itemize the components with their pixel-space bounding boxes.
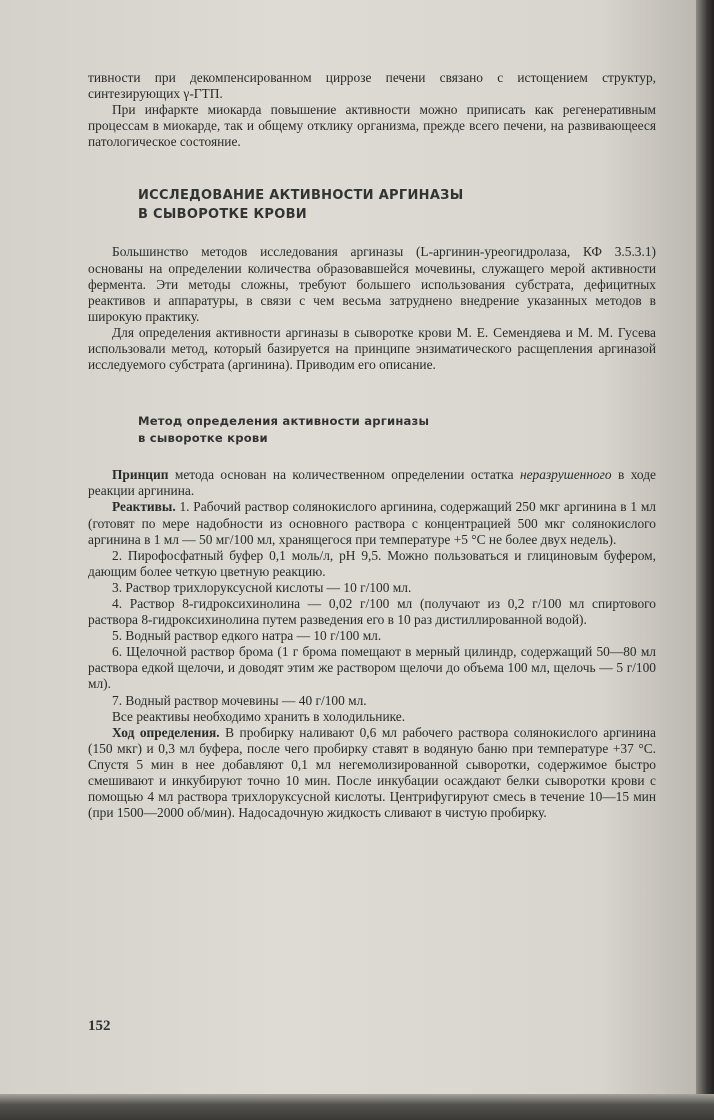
principle-italic: неразрушенного (519, 467, 612, 483)
procedure-paragraph (88, 725, 656, 822)
storage-note: Все реактивы необходимо хранить в холодильнике. (112, 708, 406, 724)
reagent-6: 6. Щелочной раствор брома (1 г брома помещают в мерный цилиндр, содержащий 50—80 мл раствора едкой щелочи, и доводят этим же раствором щелочи до объема 100 мл, щелочь — 5 г/100 мл). (88, 644, 656, 692)
reagent-5: 5. Водный раствор едкого натра — 10 г/100 мл. (112, 628, 382, 644)
section-paragraph-1: Большинство методов исследования аргиназы (L-аргинин-уреогидролаза, КФ 3.5.3.1) основаны на определении количества образовавшейся мочевины, служащего мерой активности фермента. Эти методы сложны, требуют большего использования субстрата, дефицитных реактивов и аппаратуры, в связи с чем весьма затруднено внедрение указанных методов в широкую практику. (88, 244, 656, 324)
section-heading-line-1: ИССЛЕДОВАНИЕ АКТИВНОСТИ АРГИНАЗЫ (138, 188, 464, 204)
page-text (88, 70, 656, 821)
reagent-1: 1. Рабочий раствор солянокислого аргинина, содержащий 250 мкг аргинина в 1 мл (готовят по мере надобности из основного раствора с концентрацией 500 мкг солянокислого аргинина в 1 мл — 50 мг/100 мл, хранящегося при температуре +5 °С не более двух недель). (88, 499, 656, 547)
intro-paragraph-1: тивности при декомпенсированном циррозе печени связано с истощением структур, синтезирующих γ-ГТП. (88, 70, 656, 102)
principle-label: Принцип (112, 467, 169, 483)
reagents-label: Реактивы. (112, 499, 176, 515)
principle-text-b: в ходе реакции аргинина. (88, 467, 656, 499)
intro-paragraph-2: При инфаркте миокарда повышение активности можно приписать как регенеративным процессам в миокарде, так и общему отклику организма, прежде всего печени, на развивающееся патологическое состояние. (88, 102, 656, 150)
reagent-7: 7. Водный раствор мочевины — 40 г/100 мл. (112, 692, 367, 708)
method-heading (138, 413, 656, 447)
section-heading-line-2: В СЫВОРОТКЕ КРОВИ (138, 207, 307, 223)
page-number: 152 (88, 1018, 111, 1034)
page-bottom-edge (0, 1094, 714, 1120)
procedure-label: Ход определения. (112, 724, 220, 740)
method-heading-line-2: в сыворотке крови (138, 431, 268, 446)
principle-text-a: метода основан на количественном определении остатка (168, 467, 520, 483)
book-spine-shadow (696, 0, 714, 1120)
section-heading (138, 186, 656, 224)
method-heading-line-1: Метод определения активности аргиназы (138, 414, 430, 429)
reagent-4: 4. Раствор 8-гидроксихинолина — 0,02 г/100 мл (получают из 0,2 г/100 мл спиртового раствора 8-гидроксихинолина путем разведения его в 10 раз дистиллированной водой). (88, 595, 656, 628)
reagents-paragraph (88, 499, 656, 547)
reagent-2: 2. Пирофосфатный буфер 0,1 моль/л, рН 9,5. Можно пользоваться и глициновым буфером, дающим более четкую цветную реакцию. (88, 547, 656, 579)
procedure-text: В пробирку наливают 0,6 мл рабочего раствора солянокислого аргинина (150 мкг) и 0,3 мл буфера, после чего пробирку ставят в водяную баню при температуре +37 °С. Спустя 5 мин в нее добавляют 0,1 мл негемолизированной сыворотки, содержимое быстро смешивают и инкубируют точно 10 мин. После инкубации осаждают белки сыворотки крови с помощью 4 мл раствора трихлоруксусной кислоты. Центрифугируют смесь в течение 10—15 мин (при 1500—2000 об/мин). Надосадочную жидкость сливают в чистую пробирку. (88, 724, 657, 821)
principle-paragraph (88, 467, 656, 499)
reagent-3: 3. Раствор трихлоруксусной кислоты — 10 г/100 мл. (112, 579, 412, 595)
section-paragraph-2: Для определения активности аргиназы в сыворотке крови М. Е. Семендяева и М. М. Гусева использовали метод, который базируется на принципе энзиматического расщепления аргиназой исследуемого субстрата (аргинина). Приводим его описание. (88, 324, 656, 373)
